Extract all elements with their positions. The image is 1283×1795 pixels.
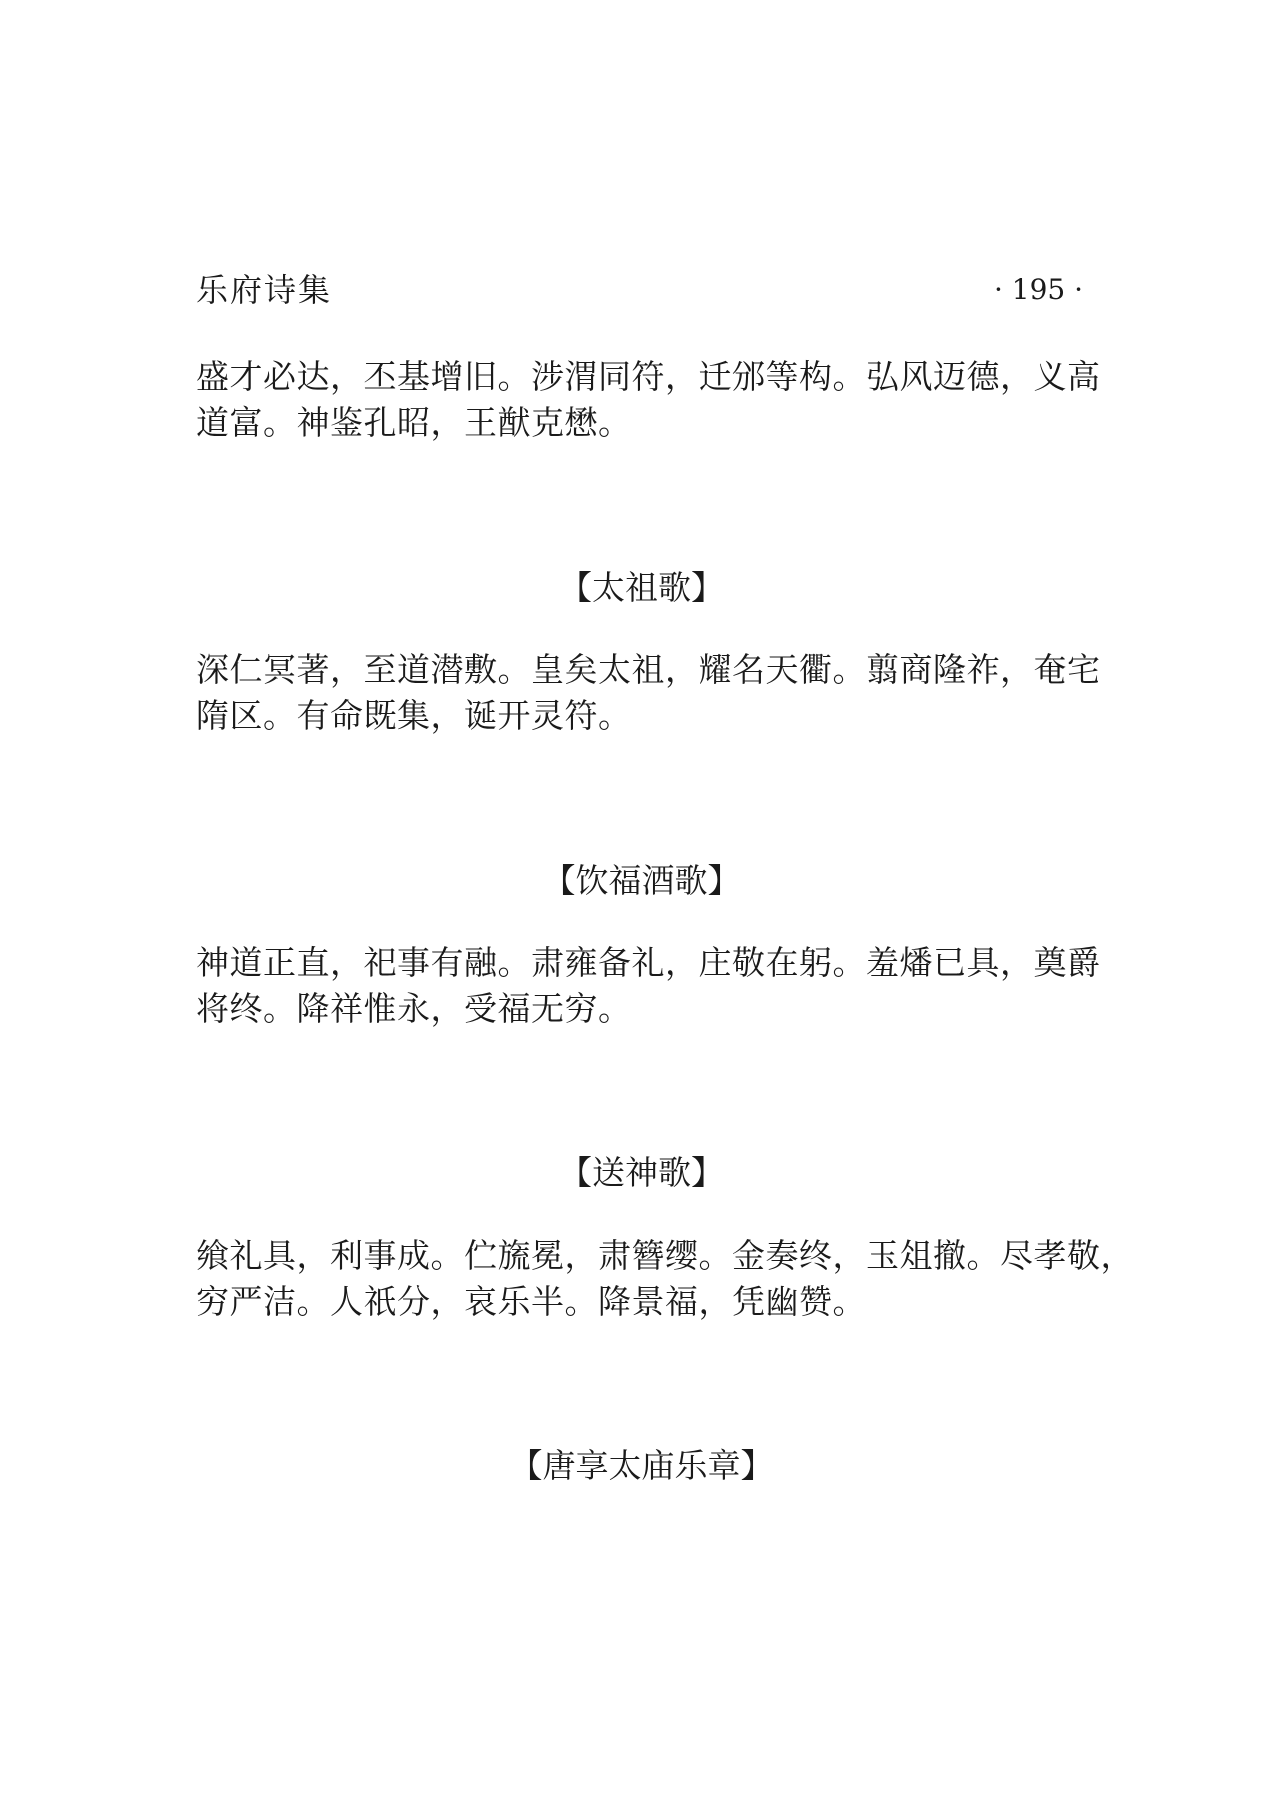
section-title: 【太祖歌】 <box>559 568 724 607</box>
verse-paragraph <box>196 940 1116 1032</box>
verse-paragraph <box>196 354 1116 446</box>
running-header-title: 乐府诗集 <box>196 271 333 309</box>
verse-line: 盛才必达，丕基增旧。涉渭同符，迁邠等构。弘风迈德，义高 <box>196 357 1101 396</box>
verse-line: 深仁冥著，至道潜敷。皇矣太祖，耀名天衢。翦商隆祚，奄宅 <box>196 650 1101 689</box>
section-title: 【送神歌】 <box>559 1153 724 1192</box>
verse-line: 神道正直，祀事有融。肃雍备礼，庄敬在躬。羞燔已具，奠爵 <box>196 943 1101 982</box>
section-title: 【唐享太庙乐章】 <box>509 1446 774 1485</box>
page-number: · 195 · <box>993 273 1083 306</box>
section-title: 【饮福酒歌】 <box>542 861 741 900</box>
verse-paragraph <box>196 1233 1134 1325</box>
verse-line: 道富。神鉴孔昭，王猷克懋。 <box>196 403 632 442</box>
verse-line: 将终。降祥惟永，受福无穷。 <box>196 989 632 1028</box>
verse-line: 飨礼具，利事成。伫旒冕，肃簪缨。金奏终，玉俎撤。尽孝敬， <box>196 1236 1134 1275</box>
verse-line: 隋区。有命既集，诞开灵符。 <box>196 696 632 735</box>
verse-line: 穷严洁。人祇分，哀乐半。降景福，凭幽赞。 <box>196 1282 866 1321</box>
verse-paragraph <box>196 647 1116 739</box>
